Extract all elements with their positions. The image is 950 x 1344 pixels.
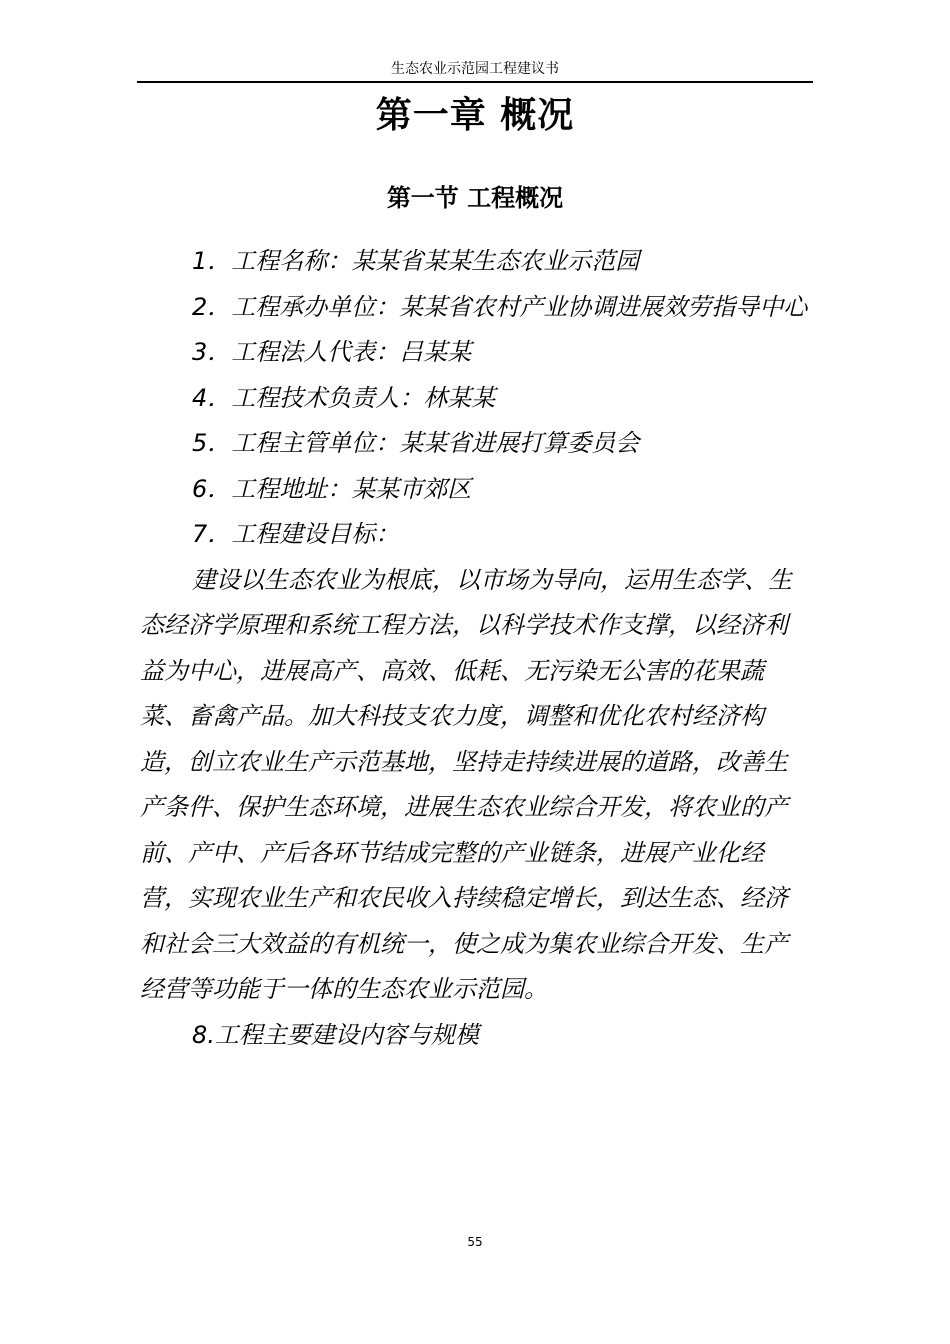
body-content xyxy=(140,239,808,1058)
item-address: 6．工程地址：某某市郊区 xyxy=(192,474,472,503)
item-project-name: 1．工程名称：某某省某某生态农业示范园 xyxy=(192,247,640,275)
page-number: 55 xyxy=(467,1235,483,1249)
running-header: 生态农业示范园工程建议书 xyxy=(391,61,559,77)
goal-paragraph: 建设以生态农业为根底，以市场为导向，运用生态学、生态经济学原理和系统工程方法，以科学技术作支撑，以经济利益为中心，进展高产、高效、低耗、无污染无公害的花果蔬菜、畜禽产品。加大科技支农力度，调整和优化农村经济构造，创立农业生产示范基地，坚持走持续进展的道路，改善生产条件、保护生态环境，进展生态农业综合开发，将农业的产前、产中、产后各环节结成完整的产业链条，进展产业化经营，实现农业生产和农民收入持续稳定增长，到达生态、经济和社会三大效益的有机统一，使之成为集农业综合开发、生产经营等功能于一体的生态农业示范园。 xyxy=(140,565,792,1003)
section-title: 第一节 工程概况 xyxy=(386,184,564,212)
item-organizer: 2．工程承办单位：某某省农村产业协调进展效劳指导中心 xyxy=(192,292,808,321)
item-supervising-unit: 5．工程主管单位：某某省进展打算委员会 xyxy=(192,429,640,457)
chapter-title: 第一章 概况 xyxy=(375,94,575,136)
header-divider xyxy=(137,81,813,83)
item-technical-lead: 4．工程技术负责人：林某某 xyxy=(192,383,496,412)
item-construction-scope: 8.工程主要建设内容与规模 xyxy=(192,1020,479,1049)
item-legal-representative: 3．工程法人代表：吕某某 xyxy=(192,338,472,366)
item-construction-goal: 7．工程建设目标： xyxy=(192,520,400,548)
